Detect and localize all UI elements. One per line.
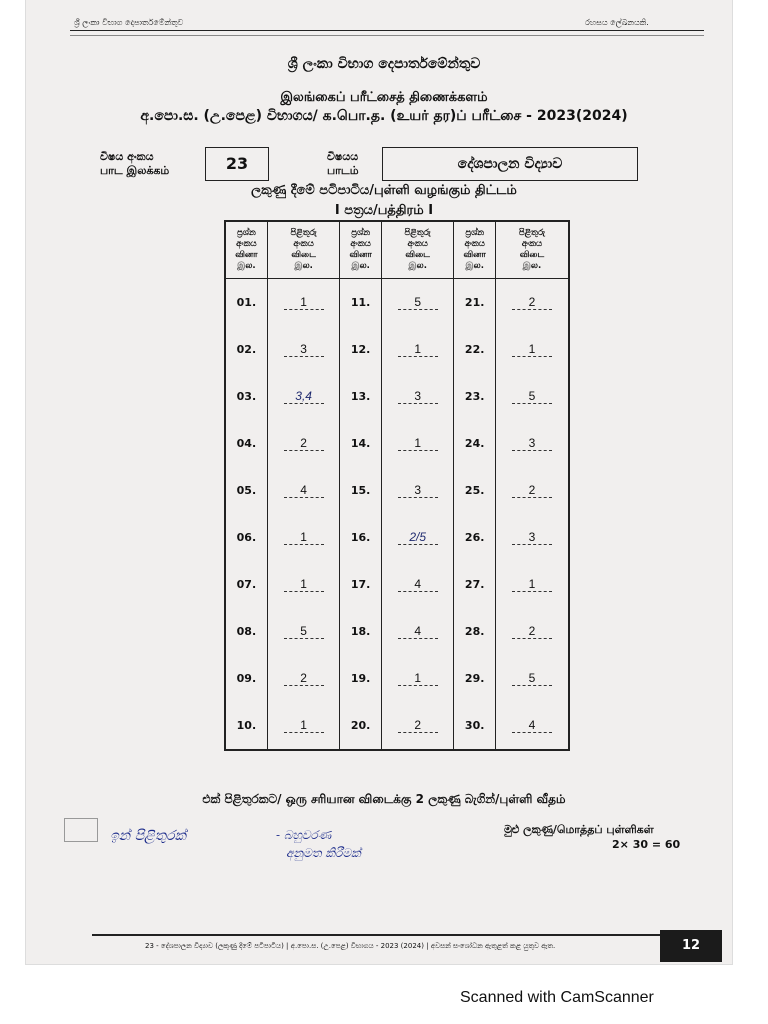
answer-cell	[495, 279, 569, 327]
question-number-cell: 08.	[225, 608, 267, 655]
question-number-cell: 19.	[340, 655, 381, 702]
col-header-question-1: ප්‍රශ්න අංකය வினா இல.	[225, 221, 267, 279]
question-number-cell: 17.	[340, 561, 381, 608]
question-number-cell: 30.	[454, 702, 495, 750]
answer-value: 2/5	[398, 530, 438, 545]
answer-cell	[267, 561, 340, 608]
table-row	[225, 279, 569, 327]
answer-cell	[495, 514, 569, 561]
question-number-cell: 20.	[340, 702, 381, 750]
answer-cell	[267, 514, 340, 561]
exam-title: අ.පො.ස. (උ.පෙළ) විභාගය/ க.பொ.த. (உயர் தர)ப் பரீட்சை - 2023(2024)	[140, 108, 628, 124]
question-number-cell: 03.	[225, 373, 267, 420]
answer-value: 1	[512, 342, 552, 357]
subject-name-box: දේශපාලන විද්‍යාව	[382, 147, 638, 181]
question-number-cell: 28.	[454, 608, 495, 655]
answer-cell	[495, 326, 569, 373]
answer-value: 1	[398, 436, 438, 451]
answer-value: 5	[512, 671, 552, 686]
answer-cell	[267, 467, 340, 514]
table-row	[225, 467, 569, 514]
subject-name-label	[327, 150, 359, 178]
table-row	[225, 326, 569, 373]
answer-cell	[381, 608, 454, 655]
answer-value: 1	[398, 342, 438, 357]
col-header-question-3: ප්‍රශ්න අංකය வினா இல.	[454, 221, 495, 279]
answer-value: 5	[398, 295, 438, 310]
header-right-text: රහසය ලේඛනයකි.	[585, 18, 649, 27]
subject-name-label-ta: பாடம்	[327, 164, 359, 177]
answer-value: 2	[398, 718, 438, 733]
answer-value: 2	[512, 295, 552, 310]
table-row	[225, 373, 569, 420]
answer-cell	[495, 702, 569, 750]
table-row	[225, 702, 569, 750]
handwritten-note-1: ඉන් පිළිතුරක්	[110, 828, 186, 844]
question-number-cell: 26.	[454, 514, 495, 561]
table-row	[225, 561, 569, 608]
question-number-cell: 11.	[340, 279, 381, 327]
answer-cell	[495, 608, 569, 655]
answer-value: 4	[398, 577, 438, 592]
answer-value: 1	[512, 577, 552, 592]
subject-name-label-si: විෂයය	[327, 150, 359, 163]
answer-cell	[495, 420, 569, 467]
answer-value: 5	[512, 389, 552, 404]
page-number-badge: 12	[660, 930, 722, 962]
answer-cell	[381, 655, 454, 702]
total-marks-label: මුළු ලකුණු/மொத்தப் புள்ளிகள்	[504, 823, 654, 836]
answer-cell	[381, 702, 454, 750]
footer-text: 23 - දේශපාලන විද්‍යාව (ලකුණු දීමේ පටිපාටිය) | අ.පො.ස. (උ.පෙළ) විභාගය - 2023 (2024) | අවසන් සංශෝධන ඇතුළත් කළ යුතුව ඇත.	[145, 942, 556, 950]
answer-value: 4	[284, 483, 324, 498]
answer-table-header-row	[225, 221, 569, 279]
question-number-cell: 29.	[454, 655, 495, 702]
question-number-cell: 16.	[340, 514, 381, 561]
header-left-text: ශ්‍රී ලංකා විභාග දෙපාර්තමේන්තුව	[74, 18, 184, 27]
answer-value: 1	[284, 295, 324, 310]
question-number-cell: 10.	[225, 702, 267, 750]
subject-number-label	[100, 150, 169, 178]
question-number-cell: 22.	[454, 326, 495, 373]
answer-value: 4	[512, 718, 552, 733]
col-header-answer-2: පිළිතුරු අංකය விடை இல.	[381, 221, 454, 279]
header-rule-secondary	[70, 35, 704, 36]
answer-cell	[381, 514, 454, 561]
answer-cell	[381, 561, 454, 608]
question-number-cell: 18.	[340, 608, 381, 655]
department-name-sinhala: ශ්‍රී ලංකා විභාග දෙපාර්තමේන්තුව	[287, 56, 481, 72]
question-number-cell: 06.	[225, 514, 267, 561]
answer-value: 5	[284, 624, 324, 639]
col-header-question-2: ප්‍රශ්න අංකය வினா இல.	[340, 221, 381, 279]
answer-value: 4	[398, 624, 438, 639]
subject-number-box: 23	[205, 147, 269, 181]
subject-number-label-si: විෂය අංකය	[100, 150, 154, 163]
answer-cell	[267, 702, 340, 750]
question-number-cell: 13.	[340, 373, 381, 420]
answer-table	[224, 220, 570, 751]
question-number-cell: 15.	[340, 467, 381, 514]
question-number-cell: 09.	[225, 655, 267, 702]
handwritten-note-2: - බහුවරණ	[276, 828, 332, 842]
table-row	[225, 608, 569, 655]
question-number-cell: 02.	[225, 326, 267, 373]
answer-cell	[267, 373, 340, 420]
question-number-cell: 04.	[225, 420, 267, 467]
question-number-cell: 24.	[454, 420, 495, 467]
answer-value: 3	[284, 342, 324, 357]
marking-scheme-title: ලකුණු දීමේ පටිපාටිය/புள்ளி வழங்கும் திட்டம்	[251, 183, 517, 198]
answer-value: 3	[398, 483, 438, 498]
signature-box	[64, 818, 98, 842]
question-number-cell: 05.	[225, 467, 267, 514]
answer-value: 1	[284, 577, 324, 592]
answer-value: 1	[398, 671, 438, 686]
col-header-answer-3: පිළිතුරු අංකය விடை இல.	[495, 221, 569, 279]
table-row	[225, 655, 569, 702]
question-number-cell: 01.	[225, 279, 267, 327]
answer-value: 2	[284, 671, 324, 686]
question-number-cell: 14.	[340, 420, 381, 467]
answer-cell	[381, 420, 454, 467]
answer-value: 3,4	[284, 389, 324, 404]
answer-value: 3	[512, 436, 552, 451]
question-number-cell: 12.	[340, 326, 381, 373]
handwritten-note-3: අනුමත කිරීමක්	[286, 846, 361, 860]
table-row	[225, 514, 569, 561]
total-marks-formula: 2× 30 = 60	[612, 838, 681, 851]
question-number-cell: 07.	[225, 561, 267, 608]
scanner-watermark: Scanned with CamScanner	[460, 989, 654, 1006]
marks-per-answer-rule: එක් පිළිතුරකට/ ஒரு சரியான விடைக்கு 2 ලකුණු බැගින්/புள்ளி வீதம்	[202, 792, 566, 806]
answer-value: 1	[284, 530, 324, 545]
col-header-answer-1: පිළිතුරු අංකය விடை இல.	[267, 221, 340, 279]
answer-cell	[495, 655, 569, 702]
answer-cell	[267, 655, 340, 702]
table-row	[225, 420, 569, 467]
answer-value: 2	[284, 436, 324, 451]
answer-value: 2	[512, 624, 552, 639]
answer-cell	[267, 279, 340, 327]
answer-cell	[381, 373, 454, 420]
answer-cell	[495, 467, 569, 514]
answer-value: 1	[284, 718, 324, 733]
answer-cell	[267, 608, 340, 655]
footer-rule	[92, 934, 660, 936]
answer-cell	[381, 279, 454, 327]
answer-cell	[381, 326, 454, 373]
question-number-cell: 25.	[454, 467, 495, 514]
department-name-tamil: இலங்கைப் பரீட்சைத் திணைக்களம்	[280, 90, 488, 105]
question-number-cell: 21.	[454, 279, 495, 327]
answer-cell	[495, 373, 569, 420]
subject-number-label-ta: பாட இலக்கம்	[100, 164, 170, 177]
answer-value: 3	[512, 530, 552, 545]
answer-value: 2	[512, 483, 552, 498]
question-number-cell: 27.	[454, 561, 495, 608]
answer-cell	[267, 326, 340, 373]
answer-cell	[381, 467, 454, 514]
answer-value: 3	[398, 389, 438, 404]
answer-cell	[267, 420, 340, 467]
header-rule	[70, 30, 704, 31]
paper-title: I පත්‍රය/பத்திரம் I	[334, 203, 434, 218]
question-number-cell: 23.	[454, 373, 495, 420]
answer-cell	[495, 561, 569, 608]
